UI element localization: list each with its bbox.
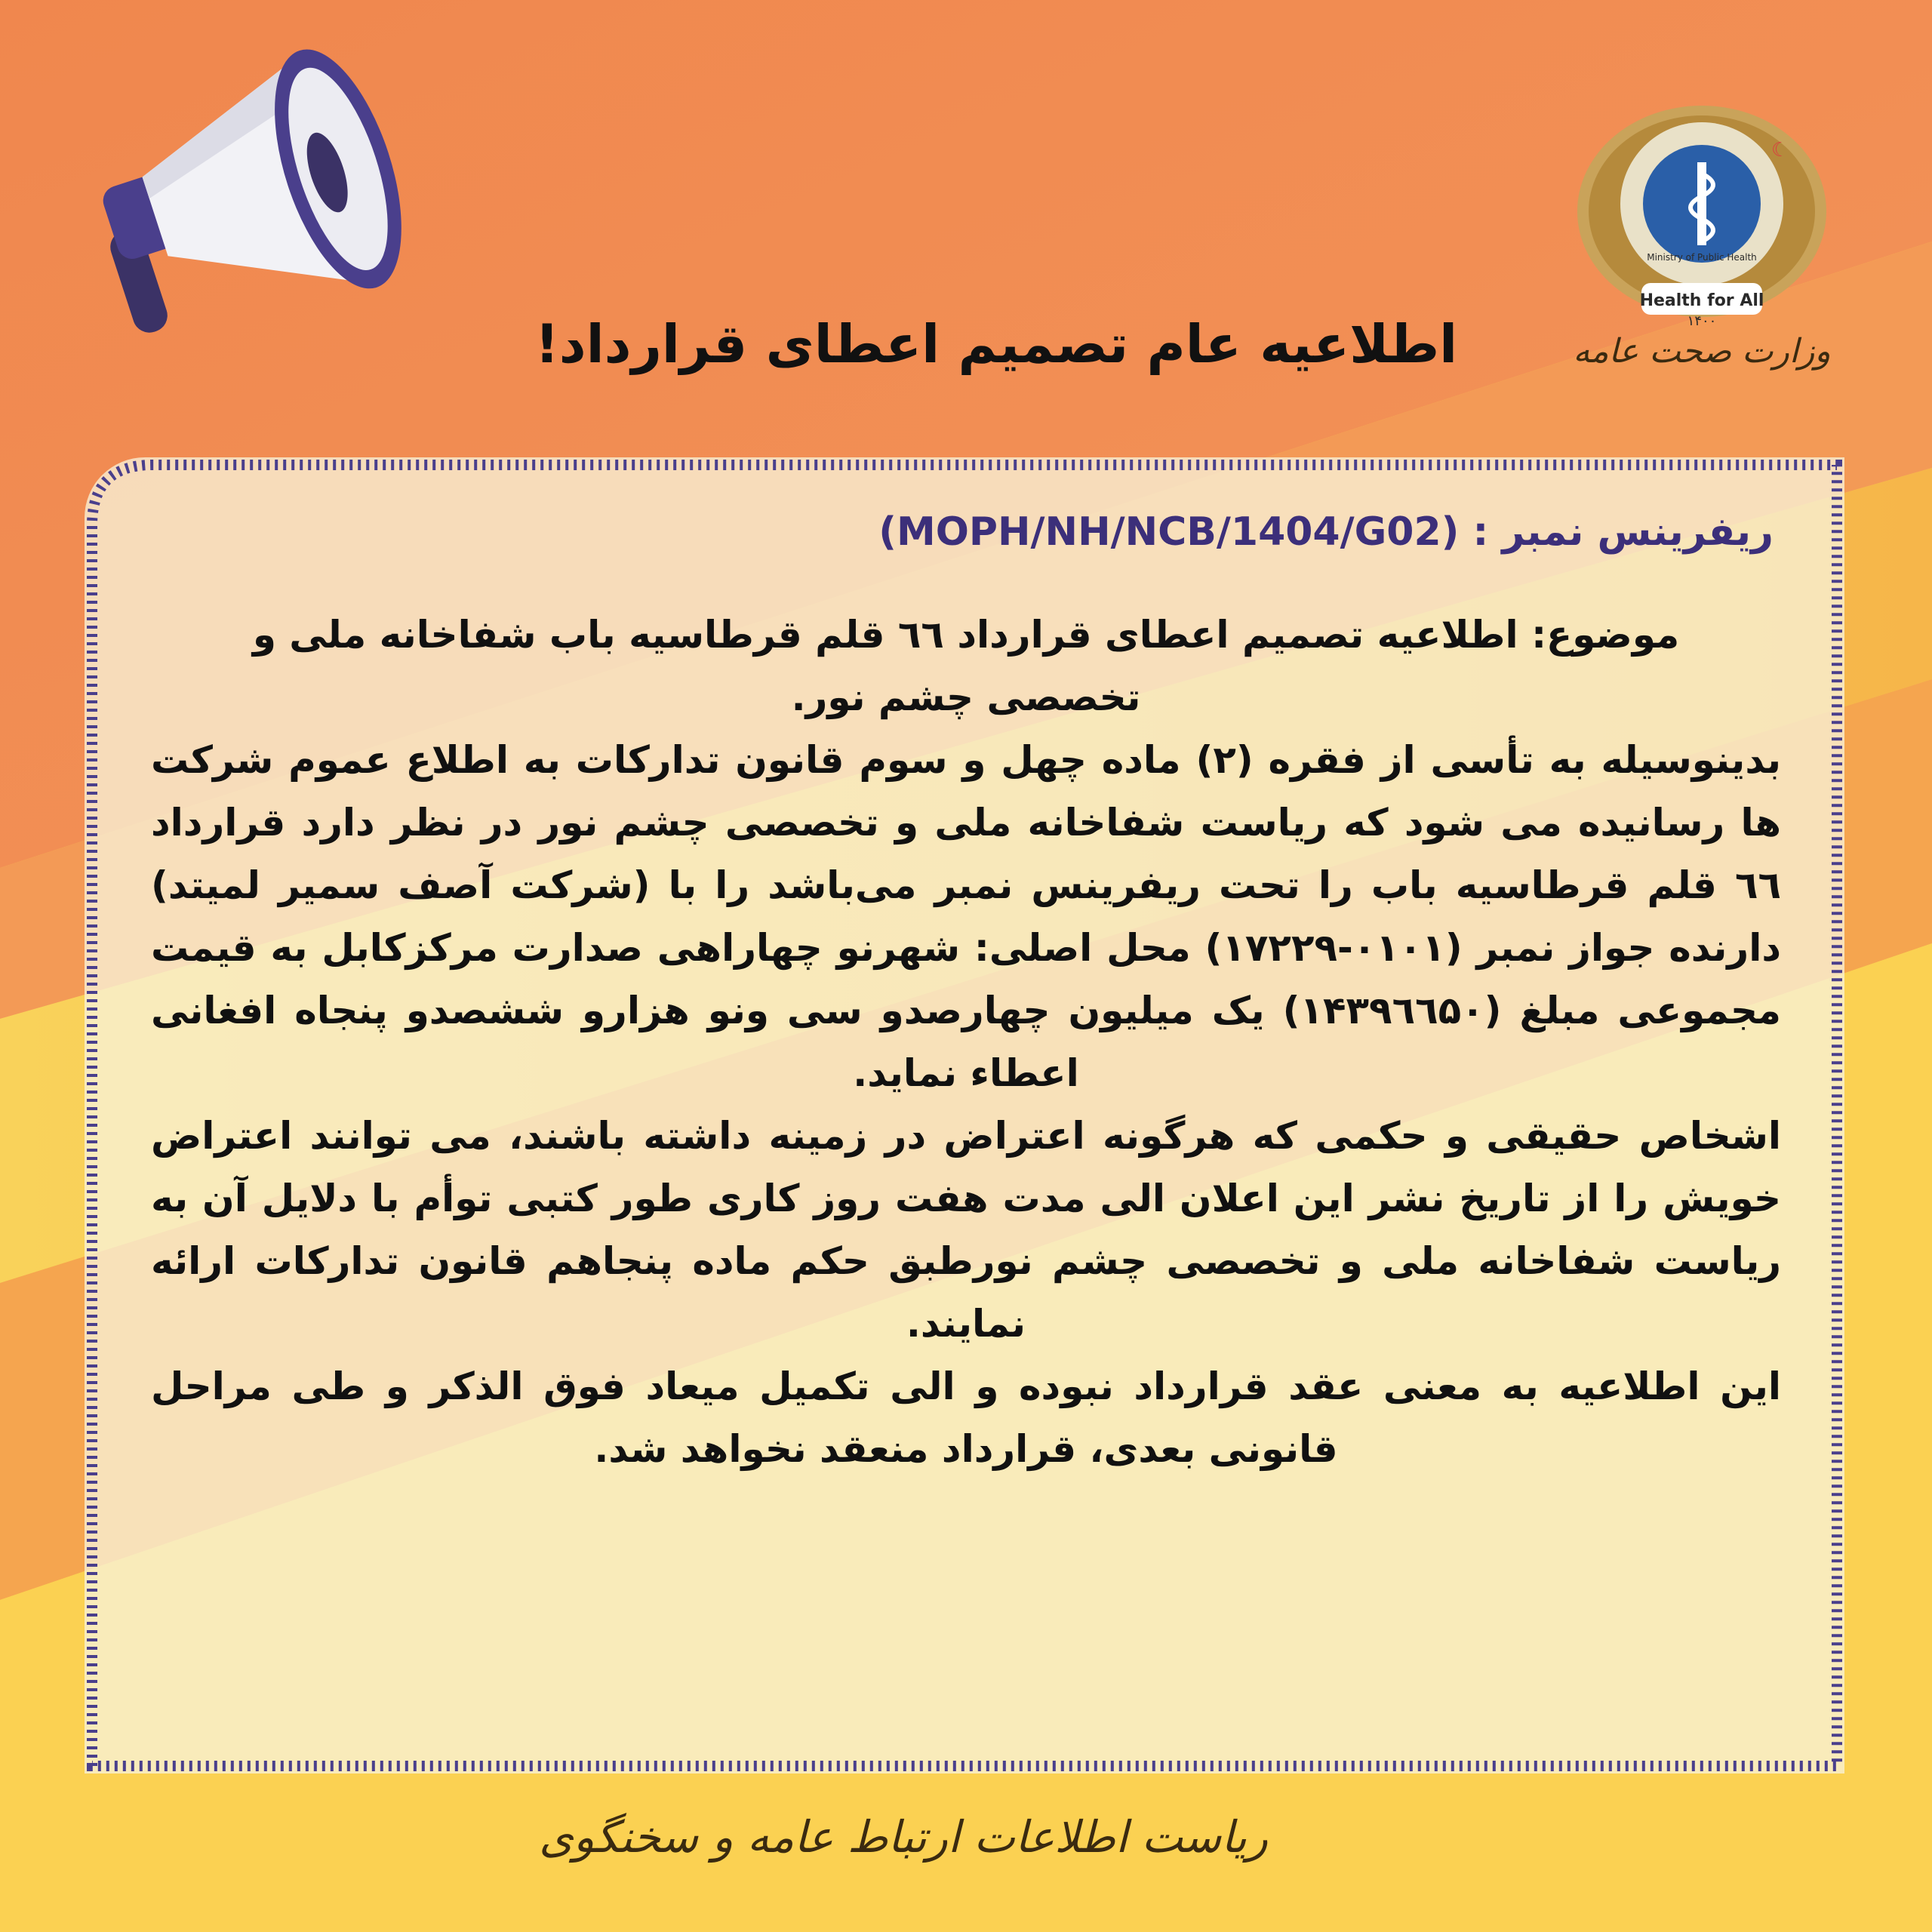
paragraph-disclaimer: این اطلاعیه به معنی عقد قرارداد نبوده و الی تکمیل میعاد فوق الذکر و طی مراحل قانونی بعدی، قرارداد منعقد نخواهد شد. xyxy=(151,1364,1781,1471)
paragraph-objection: اشخاص حقیقی و حکمی که هرگونه اعتراض در زمینه داشته باشند، می توانند اعتراض خویش را از تاریخ نشر این اعلان الی مدت هفت روز کاری طور کتبی توأم با دلایل آن به ریاست شفاخانه ملی و تخصصی چشم نورطبق حکم ماده پنجاهم قانون تدارکات ارائه نمایند. xyxy=(151,1114,1781,1346)
emblem-ring-text: Ministry of Public Health xyxy=(1647,252,1757,263)
subject-line: موضوع: اطلاعیه تصمیم اعطای قرارداد ٦٦ قلم قرطاسیه باب شفاخانه ملی و تخصصی چشم نور. xyxy=(252,613,1680,719)
reference-number xyxy=(800,509,1774,555)
megaphone-icon xyxy=(45,30,468,392)
announcement-body xyxy=(151,604,1781,1481)
emblem-motto: Health for All xyxy=(1639,291,1764,310)
ministry-emblem xyxy=(1574,102,1830,328)
ministry-calligraphy-logo: وزارت صحت عامه xyxy=(1573,332,1831,371)
svg-text:☾: ☾ xyxy=(1771,139,1789,162)
reference-code: (MOPH/NH/NCB/1404/G02) xyxy=(878,509,1460,555)
page-title: اطلاعیه عام تصمیم اعطای قرارداد! xyxy=(534,313,1458,375)
paragraph-award: بدینوسیله به تأسی از فقره (۲) ماده چهل و سوم قانون تدارکات به اطلاع عموم شرکت ها رسانیده می شود که ریاست شفاخانه ملی و تخصصی چشم نور در نظر دارد قرارداد ٦٦ قلم قرطاسیه باب را تحت ریفرینس نمبر می‌باشد را با (شرکت آصف سمیر لمیتد) دارنده جواز نمبر (۰۱۰۱-۱۷۲۲۹) محل اصلی: شهرنو چهاراهی صدارت مرکزکابل به قیمت مجموعی مبلغ (۱۴۳۹٦٦۵۰) یک میلیون چهارصدو سی ونو هزارو ششصدو پنجاه افغانی اعطاء نماید. xyxy=(151,738,1781,1095)
reference-label: ریفرینس نمبر : xyxy=(1472,509,1774,555)
emblem-year: ۱۴۰۰ xyxy=(1687,313,1717,328)
footer-calligraphy-logo: ریاست اطلاعات ارتباط عامه و سخنگوی xyxy=(539,1811,1268,1863)
